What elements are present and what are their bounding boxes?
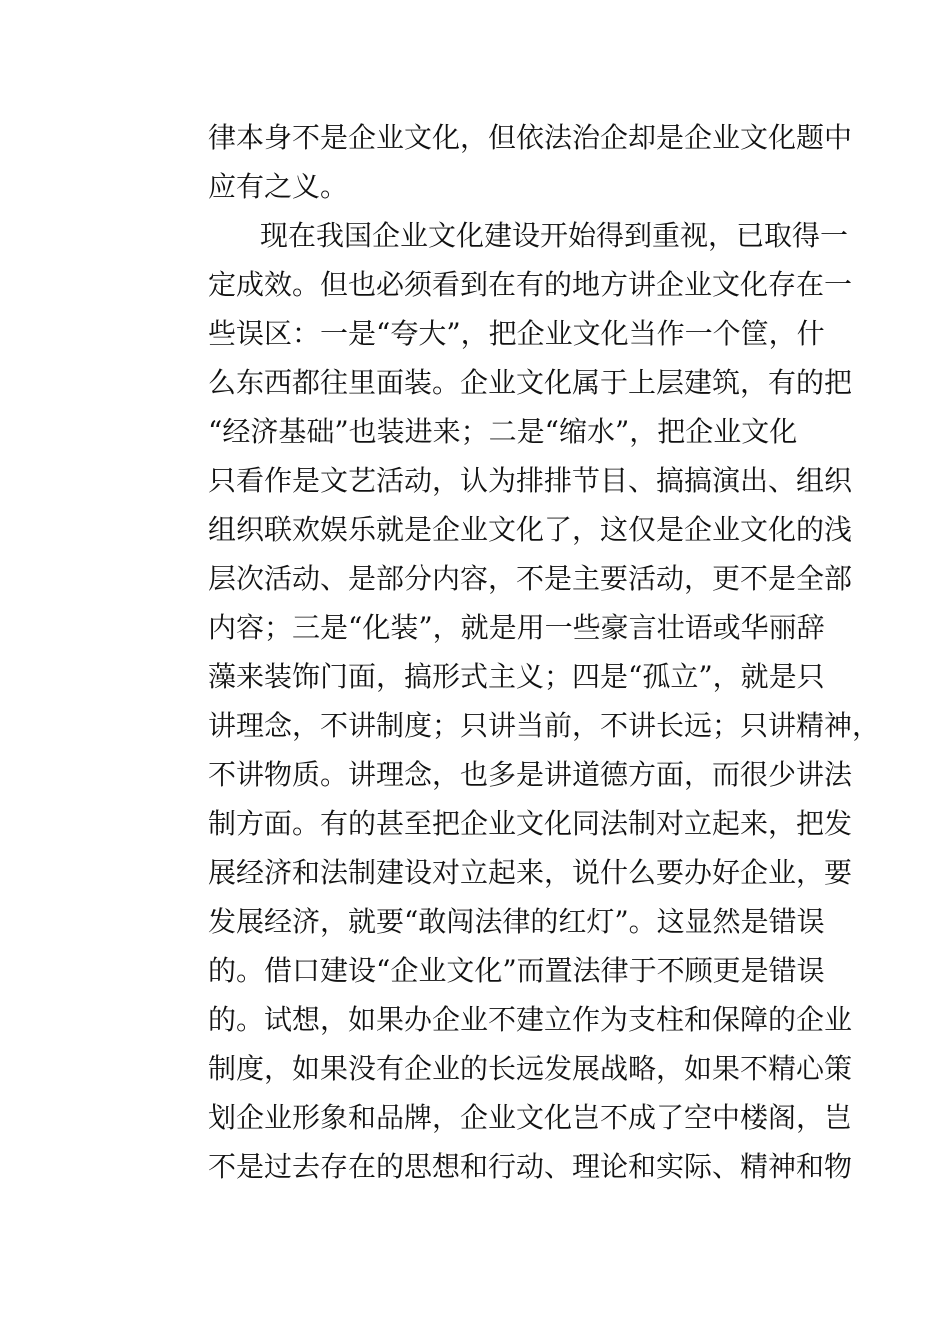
text-line: 的。试想，如果办企业不建立作为支柱和保障的企业	[208, 1003, 853, 1036]
text-line: 层次活动、是部分内容，不是主要活动，更不是全部	[208, 562, 853, 595]
text-line: 只看作是文艺活动，认为排排节目、搞搞演出、组织	[208, 464, 853, 497]
text-line: 藻来装饰门面，搞形式主义；四是“孤立”，就是只	[208, 660, 825, 693]
text-line: 律本身不是企业文化，但依法治企却是企业文化题中	[208, 121, 853, 154]
text-line: 发展经济，就要“敢闯法律的红灯”。这显然是错误	[208, 905, 825, 938]
text-line: 内容；三是“化装”，就是用一些豪言壮语或华丽辞	[208, 611, 825, 644]
text-line: “经济基础”也装进来；二是“缩水”，把企业文化	[208, 415, 798, 448]
text-line: 不讲物质。讲理念，也多是讲道德方面，而很少讲法	[208, 758, 853, 791]
text-line: 制方面。有的甚至把企业文化同法制对立起来，把发	[208, 807, 853, 840]
text-line: 制度，如果没有企业的长远发展战略，如果不精心策	[208, 1052, 853, 1085]
text-line: 不是过去存在的思想和行动、理论和实际、精神和物	[208, 1150, 853, 1183]
text-line: 现在我国企业文化建设开始得到重视，已取得一	[260, 219, 849, 252]
text-line: 划企业形象和品牌，企业文化岂不成了空中楼阁，岂	[208, 1101, 853, 1134]
text-line: 的。借口建设“企业文化”而置法律于不顾更是错误	[208, 954, 825, 987]
text-line: 定成效。但也必须看到在有的地方讲企业文化存在一	[208, 268, 853, 301]
text-line: 组织联欢娱乐就是企业文化了，这仅是企业文化的浅	[208, 513, 853, 546]
text-line: 些误区：一是“夸大”，把企业文化当作一个筐，什	[208, 317, 825, 350]
text-line: 么东西都往里面装。企业文化属于上层建筑，有的把	[208, 366, 853, 399]
text-line: 应有之义。	[208, 170, 349, 203]
text-line: 展经济和法制建设对立起来，说什么要办好企业，要	[208, 856, 853, 889]
text-line: 讲理念，不讲制度；只讲当前，不讲长远；只讲精神，	[208, 709, 881, 742]
body-text	[208, 113, 881, 1191]
